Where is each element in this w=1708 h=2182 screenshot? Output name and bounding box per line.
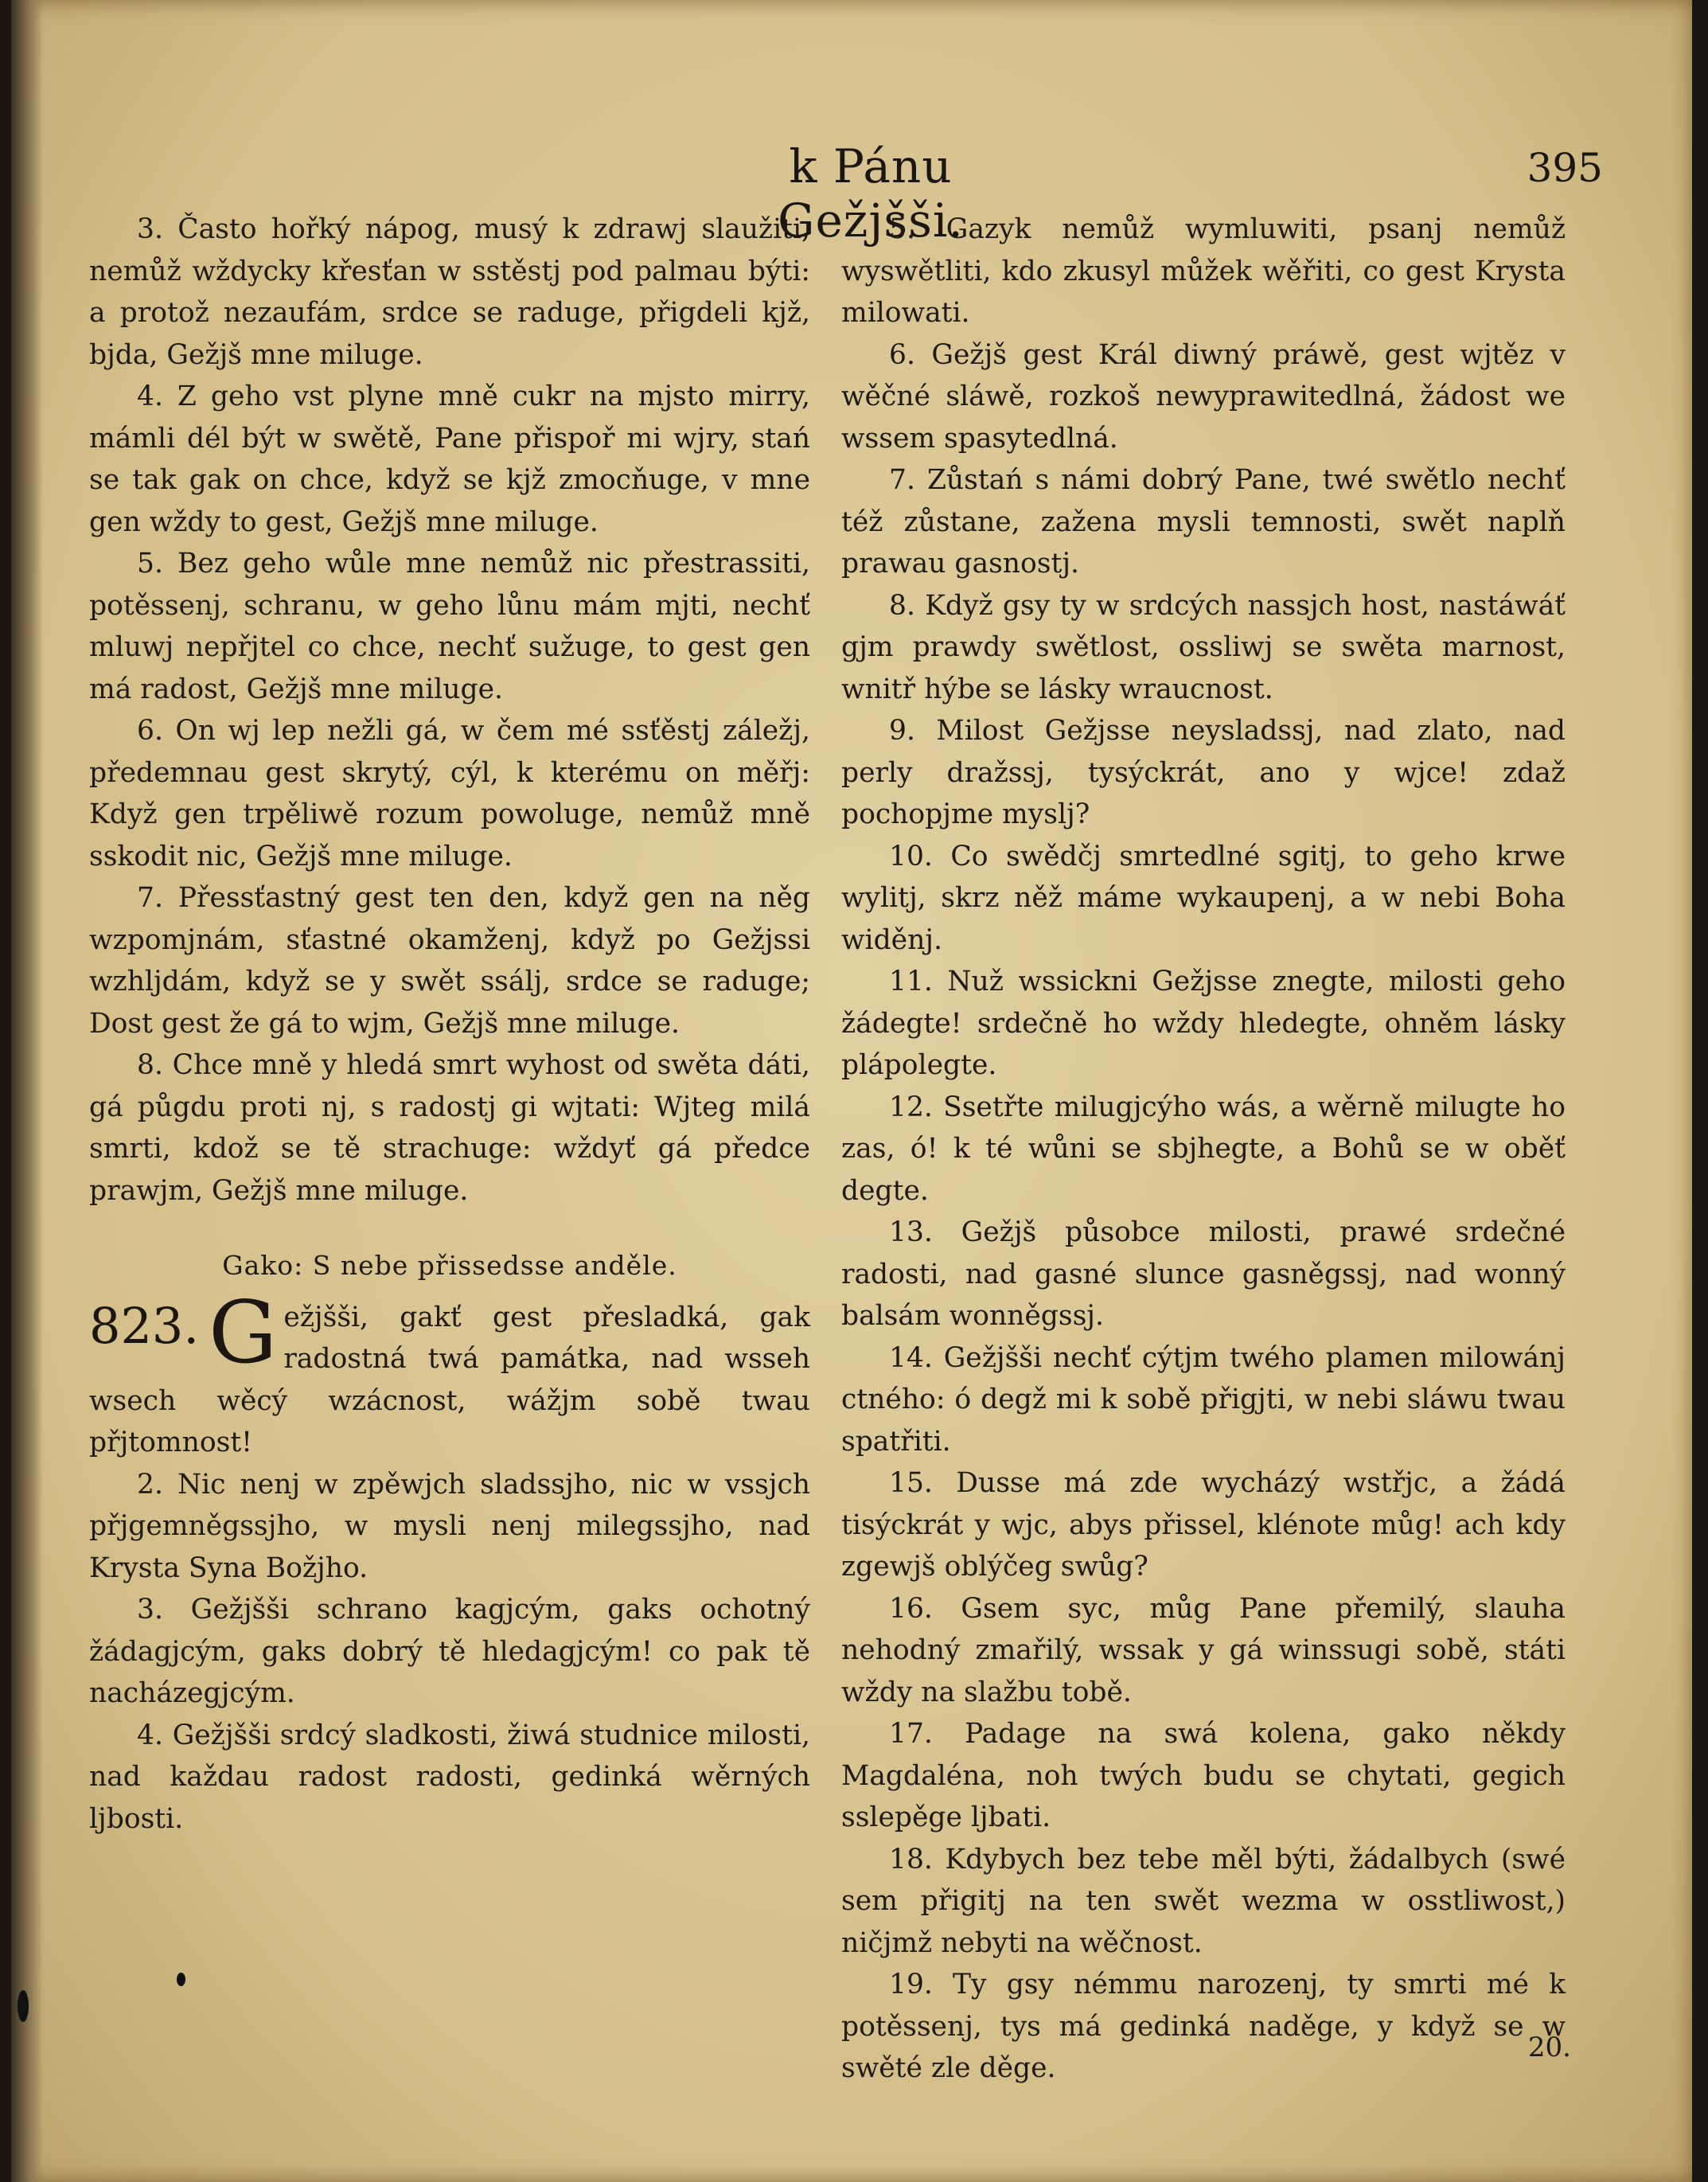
verse: 7. Přessťastný gest ten den, když gen na něg wzpomjnám, sťastné okamženj, když po Gežjssi wzhljdám, když se y swět ssálj, srdce se raduge; Dost gest že gá to wjm, Gežjš mne miluge. [89, 882, 810, 1040]
verse: 14. Gežjšši nechť cýtjm twého plamen milowánj ctného: ó degž mi k sobě přigjti, w nebi sláwu twau spatřiti. [841, 1341, 1566, 1458]
book-page [11, 0, 1692, 2182]
book-binding [11, 0, 43, 2182]
verse: 5. Gazyk nemůž wymluwiti, psanj nemůž wyswětliti, kdo zkusyl můžek wěřiti, co gest Krysta milowati. [841, 213, 1566, 329]
verse: 8. Chce mně y hledá smrt wyhost od swěta dáti, gá půgdu proti nj, s radostj gi wjtati: Wjteg milá smrti, kdož se tě strachuge: wždyť gá předce prawjm, Gežjš mne miluge. [89, 1049, 810, 1207]
verse: 15. Dusse má zde wycházý wstřjc, a žádá tisýckrát y wjc, abys přissel, klénote můg! ach kdy zgewjš oblýčeg swůg? [841, 1467, 1566, 1583]
melody-note: Gako: S nebe přissedsse anděle. [222, 1250, 677, 1281]
hymn-first-verse: ežjšši, gakť gest přesladká, gak radostná twá památka, nad wsseh wsech wěcý wzácnost, wážjm sobě twau přjtomnost! [89, 1301, 810, 1458]
verse: 18. Kdybych bez tebe měl býti, žádalbych (swé sem přigitj na ten swět wezma w osstliwost,) ničjmž nebyti na wěčnost. [841, 1843, 1566, 1959]
page-number: 395 [1527, 145, 1603, 191]
verse: 3. Gežjšši schrano kagjcým, gaks ochotný žádagjcým, gaks dobrý tě hledagjcým! co pak tě nacházegjcým. [89, 1594, 810, 1709]
verse: 19. Ty gsy némmu narozenj, ty smrti mé k potěssenj, tys má gedinká naděge, y když se w swěté zle děge. [841, 1969, 1566, 2084]
verse: 13. Gežjš působce milosti, prawé srdečné radosti, nad gasné slunce gasněgssj, nad wonný balsám wonněgssj. [841, 1216, 1566, 1332]
verse: 4. Z geho vst plyne mně cukr na mjsto mirry, mámli dél být w swětě, Pane přispoř mi wjry, stań se tak gak on chce, když se kjž zmocňuge, v mne gen wždy to gest, Gežjš mne miluge. [89, 381, 810, 538]
verse: 8. Když gsy ty w srdcých nassjch host, nastáwáť gjm prawdy swětlost, ossliwj se swěta marnost, wnitř hýbe se lásky wraucnost. [841, 589, 1566, 705]
verse: 6. Gežjš gest Král diwný práwě, gest wjtěz v wěčné sláwě, rozkoš newyprawitedlná, žádost we wssem spasytedlná. [841, 338, 1566, 455]
drop-cap: G [209, 1282, 278, 1383]
ink-blot [177, 1973, 185, 1986]
verse: 5. Bez geho wůle mne nemůž nic přestrassiti, potěssenj, schranu, w geho lůnu mám mjti, nechť mluwj nepřjtel co chce, nechť sužuge, to gest gen má radost, Gežjš mne miluge. [89, 548, 810, 705]
verse: 16. Gsem syc, můg Pane přemilý, slauha nehodný zmařilý, wssak y gá winssugi sobě, státi wždy na slažbu tobě. [841, 1592, 1566, 1708]
right-column [841, 209, 1566, 2090]
running-header: k Pánu Gežjšši. [778, 139, 964, 248]
ink-blot [18, 1990, 29, 2022]
hymn-start [89, 1282, 810, 1464]
verse: 4. Gežjšši srdcý sladkosti, žiwá studnice milosti, nad každau radost radosti, gedinká wěrných ljbosti. [89, 1719, 810, 1835]
verse: 9. Milost Gežjsse neysladssj, nad zlato, nad perly dražssj, tysýckrát, ano y wjce! zdaž pochopjme myslj? [841, 715, 1566, 830]
verse: 12. Ssetřte milugjcýho wás, a wěrně milugte ho zas, ó! k té wůni se sbjhegte, a Bohů se w oběť degte. [841, 1091, 1566, 1207]
verse: 7. Zůstań s námi dobrý Pane, twé swětlo nechť též zůstane, zažena mysli temnosti, swět naplň prawau gasnostj. [841, 464, 1566, 580]
verse: 10. Co swědčj smrtedlné sgitj, to geho krwe wylitj, skrz něž máme wykaupenj, a w nebi Boha widěnj. [841, 840, 1566, 956]
hymn-number: 823. [89, 1296, 200, 1355]
verse: 3. Často hořký nápog, musý k zdrawj slaužiti, nemůž wždycky křesťan w sstěstj pod palmau býti: a protož nezaufám, srdce se raduge, přigdeli kjž, bjda, Gežjš mne miluge. [89, 213, 810, 371]
catchword: 20. [1527, 2032, 1571, 2063]
left-column [89, 209, 810, 1840]
verse: 6. On wj lep nežli gá, w čem mé ssťěstj záležj, předemnau gest skrytý, cýl, k kterému on měřj: Když gen trpěliwě rozum powoluge, nemůž mně sskodit nic, Gežjš mne miluge. [89, 715, 810, 872]
verse: 2. Nic nenj w zpěwjch sladssjho, nic w vssjch přjgemněgssjho, w mysli nenj milegssjho, nad Krysta Syna Božjho. [89, 1468, 810, 1584]
verse: 17. Padage na swá kolena, gako někdy Magdaléna, noh twých budu se chytati, gegich sslepěge ljbati. [841, 1718, 1566, 1833]
verse: 11. Nuž wssickni Gežjsse znegte, milosti geho žádegte! srdečně ho wždy hledegte, ohněm lásky plápolegte. [841, 966, 1566, 1081]
